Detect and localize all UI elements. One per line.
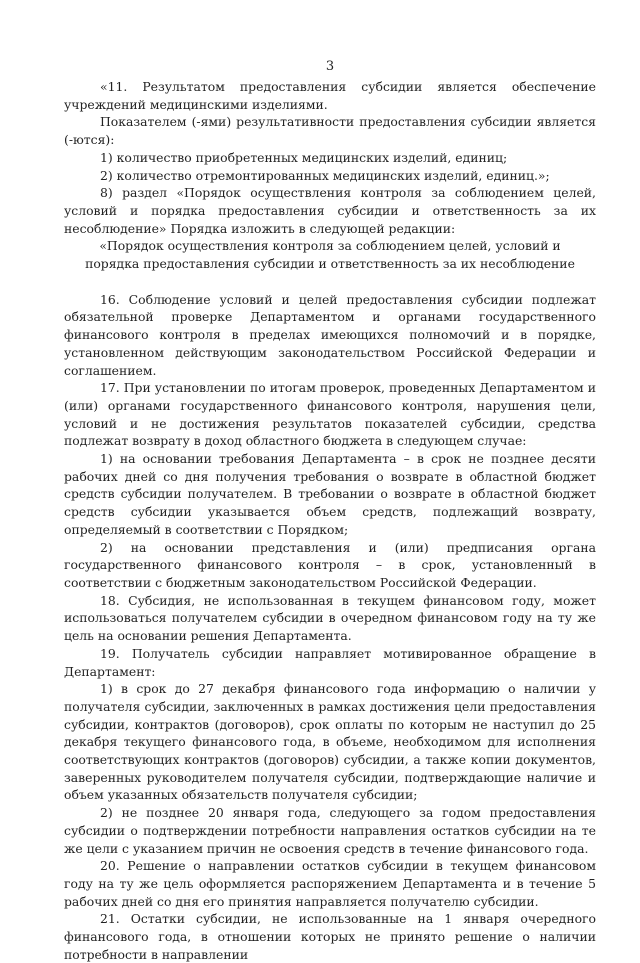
paragraph-indicators-intro: Показателем (-ями) результативности предоставления субсидии является (-ются):	[64, 114, 596, 148]
paragraph-clause-19-item-1: 1) в срок до 27 декабря финансового года информацию о наличии у получателя субсидии, заключенных в рамках достижения цели предоставления субсидии, контрактов (договоров), срок оплаты по которым не наступил до 25 декабря текущего финансового года, в объеме, необходимом для исполнения соответствующих контрактов (договоров) субсидии, а также копии документов, заверенных руководителем получателя субсидии, подтверждающие наличие и объем указанных обязательств получателя субсидии;	[64, 681, 596, 803]
page-number: 3	[325, 59, 335, 74]
paragraph-indicator-repaired: 2) количество отремонтированных медицинских изделий, единиц.»;	[100, 167, 550, 183]
paragraph-clause-16: 16. Соблюдение условий и целей предоставления субсидии подлежат обязательной проверке Департаментом и органами государственного финансового контроля в пределах имеющихся полномочий и в порядке, установленном действующим законодательством Российской Федерации и соглашением.	[64, 291, 596, 378]
paragraph-clause-19: 19. Получатель субсидии направляет мотивированное обращение в Департамент:	[64, 645, 596, 679]
paragraph-result-clause: «11. Результатом предоставления субсидии является обеспечение учреждений медицинскими изделиями.	[64, 79, 596, 112]
paragraph-clause-17-item-1: 1) на основании требования Департамента – в срок не позднее десяти рабочих дней со дня получения требования о возврате в областной бюджет средств субсидии получателем. В требовании о возврате в областной бюджет средств субсидии указывается объем средств, подлежащий возврату, определяемый в соответствии с Порядком;	[64, 451, 596, 537]
document-page	[64, 58, 596, 963]
paragraph-clause-17: 17. При установлении по итогам проверок, проведенных Департаментом и (или) органами государственного финансового контроля, нарушения цели, условий и не достижения результатов показателей субсидии, средства подлежат возврату в доход областного бюджета в следующем случае:	[64, 380, 596, 449]
paragraph-clause-17-item-2: 2) на основании представления и (или) предписания органа государственного финансового контроля – в срок, установленный в соответствии с бюджетным законодательством Российской Федерации.	[64, 539, 596, 590]
section-heading: «Порядок осуществления контроля за соблюдением целей, условий и порядка предоставления субсидии и ответственность за их несоблюдение	[85, 238, 575, 272]
paragraph-indicator-purchased: 1) количество приобретенных медицинских изделий, единиц;	[100, 149, 508, 165]
paragraph-section-amendment: 8) раздел «Порядок осуществления контроля за соблюдением целей, условий и порядка предоставления субсидии и ответственность за их несоблюдение» Порядка изложить в следующей редакции:	[64, 185, 596, 236]
paragraph-clause-18: 18. Субсидия, не использованная в текущем финансовом году, может использоваться получателем субсидии в очередном финансовом году на ту же цель на основании решения Департамента.	[64, 592, 596, 644]
paragraph-clause-19-item-2: 2) не позднее 20 января года, следующего за годом предоставления субсидии о подтверждении потребности направления остатков субсидии на те же цели с указанием причин не освоения средств в течение финансового года.	[64, 805, 596, 856]
paragraph-clause-21: 21. Остатки субсидии, не использованные на 1 января очередного финансового года, в отношении которых не принято решение о наличии потребности в направлении	[64, 911, 596, 962]
paragraph-clause-20: 20. Решение о направлении остатков субсидии в текущем финансовом году на ту же цель оформляется распоряжением Департамента и в течение 5 рабочих дней со дня его принятия направляется получателю субсидии.	[64, 858, 596, 909]
